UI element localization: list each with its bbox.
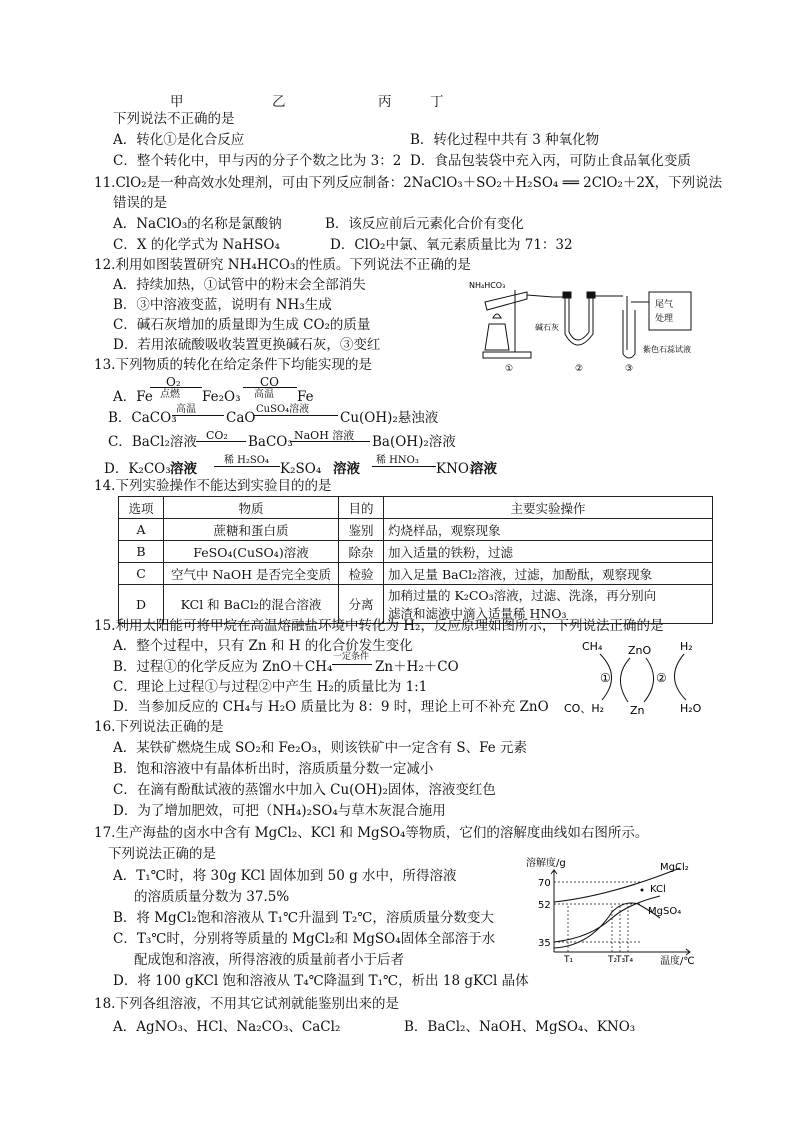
table-header-row bbox=[119, 497, 713, 519]
q15-option-b: B．过程①的化学反应为 ZnO＋CH₄ bbox=[113, 659, 333, 675]
lime-label: 碱石灰 bbox=[535, 323, 559, 332]
table-header: 目的 bbox=[339, 497, 384, 519]
table-cell: KCl 和 BaCl₂的混合溶液 bbox=[164, 585, 339, 624]
q13-a-cond2-top: CO bbox=[260, 375, 280, 389]
q17-option-a-cont: 的溶质质量分数为 37.5% bbox=[134, 889, 290, 905]
q12-stem: 12.利用如图装置研究 NH₄HCO₃的性质。下列说法不正确的是 bbox=[94, 257, 471, 273]
x-tick-label: T₂ bbox=[608, 955, 618, 965]
chart-labels bbox=[538, 862, 689, 965]
q18-option-a: A．AgNO₃、HCl、Na₂CO₃、CaCl₂ bbox=[113, 1019, 341, 1035]
chart-guides bbox=[554, 882, 642, 952]
q16-option-c: C．在滴有酚酞试液的蒸馏水中加入 Cu(OH)₂固体，溶液变红色 bbox=[113, 782, 496, 798]
arrow-zn-zno bbox=[644, 658, 654, 702]
q12-option-b: B．③中溶液变蓝，说明有 NH₃生成 bbox=[113, 297, 332, 313]
table-cell: 鉴别 bbox=[339, 519, 384, 541]
q13-b-start: B．CaCO₃ bbox=[108, 410, 177, 426]
q12-option-c: C．碱石灰增加的质量即为生成 CO₂的质量 bbox=[113, 317, 371, 333]
table-cell: 蔗糖和蛋白质 bbox=[164, 519, 339, 541]
q13-d-cond1: 稀 H₂SO₄ bbox=[224, 455, 269, 466]
q13-a-arrow1 bbox=[150, 387, 202, 388]
q13-stem: 13.下列物质的转化在给定条件下均能实现的是 bbox=[94, 357, 372, 373]
u-tube bbox=[553, 292, 623, 345]
q13-a-arrow2 bbox=[243, 387, 297, 388]
y-tick-label: 35 bbox=[538, 938, 551, 949]
table-cell-line: 加稍过量的 K₂CO₃溶液，过滤、洗涤，再分别向 bbox=[388, 588, 657, 603]
zn-label: Zn bbox=[630, 704, 645, 717]
table-cell: B bbox=[119, 541, 164, 563]
table-header: 物质 bbox=[164, 497, 339, 519]
q11-option-d: D．ClO₂中氯、氧元素质量比为 71：32 bbox=[330, 237, 573, 253]
q15-option-a: A．整个过程中，只有 Zn 和 H 的化合价发生变化 bbox=[113, 638, 413, 654]
tail-gas-box bbox=[649, 292, 691, 330]
q13-d-arrow1 bbox=[214, 466, 280, 467]
table-cell: D bbox=[119, 585, 164, 624]
q11-option-a: A．NaClO₃的名称是氯酸钠 bbox=[113, 216, 282, 232]
test-tube-1 bbox=[485, 292, 553, 310]
h2-label: H₂ bbox=[680, 640, 693, 653]
q11-option-c: C．X 的化学式为 NaHSO₄ bbox=[113, 237, 280, 253]
q17-stem: 17.生产海盐的卤水中含有 MgCl₂、KCl 和 MgSO₄等物质，它们的溶解度曲线如右图所示。 bbox=[94, 825, 649, 841]
q14-stem: 14.下列实验操作不能达到实验目的的是 bbox=[94, 478, 332, 494]
ch4-label: CH₄ bbox=[582, 640, 603, 653]
table-cell: A bbox=[119, 519, 164, 541]
table-cell: 除杂 bbox=[339, 541, 384, 563]
label-bing: 丙 bbox=[378, 94, 392, 110]
q15-option-d: D．当参加反应的 CH₄与 H₂O 质量比为 8：9 时，理论上可不补充 ZnO bbox=[113, 699, 549, 715]
num-3: ③ bbox=[625, 364, 634, 374]
q13-a-mid: Fe₂O₃ bbox=[202, 389, 241, 405]
table-cell: FeSO₄(CuSO₄)溶液 bbox=[164, 541, 339, 563]
q11-stem-cont: 错误的是 bbox=[113, 195, 167, 211]
solubility-chart bbox=[520, 856, 720, 968]
q13-d-end-sol: 溶液 bbox=[470, 461, 497, 477]
q13-d-end: KNO₃ bbox=[436, 461, 475, 477]
q15-option-c: C．理论上过程①与过程②中产生 H₂的质量比为 1:1 bbox=[113, 679, 428, 695]
label-yi: 乙 bbox=[272, 94, 286, 110]
q15-stem: 15.利用太阳能可将甲烷在高温熔融盐环境中转化为 H₂，反应原理如图所示，下列说法正确的是 bbox=[94, 618, 664, 634]
x-axis-label: 温度/℃ bbox=[660, 956, 695, 967]
q16-option-b: B．饱和溶液中有晶体析出时，溶质质量分数一定减小 bbox=[113, 761, 434, 777]
q11-option-b: B．该反应前后元素化合价有变化 bbox=[325, 216, 524, 232]
table-cell-line: 滤渣和滤液中滴入适量稀 HNO₃ bbox=[388, 606, 567, 621]
label-jia: 甲 bbox=[170, 94, 184, 110]
q13-b-cond2: CuSO₄溶液 bbox=[256, 404, 310, 415]
x-tick-label: T₄ bbox=[624, 955, 634, 965]
table-cell: 检验 bbox=[339, 563, 384, 585]
num-2: ② bbox=[575, 364, 584, 374]
tail-label-1: 尾气 bbox=[655, 300, 674, 310]
q13-b-arrow2 bbox=[254, 415, 338, 416]
q10-option-c: C．整个转化中，甲与丙的分子个数之比为 3：2 bbox=[113, 153, 402, 169]
q13-c-end: Ba(OH)₂溶液 bbox=[372, 434, 456, 450]
tail-label-2: 处理 bbox=[655, 314, 674, 324]
reagent-label: NH₄HCO₃ bbox=[469, 281, 506, 290]
q13-a-cond1-top: O₂ bbox=[166, 375, 181, 389]
process-2-label: ② bbox=[656, 671, 667, 685]
q13-d-start: D．K₂CO₃ bbox=[104, 461, 171, 477]
q13-c-cond1: CO₂ bbox=[206, 429, 228, 442]
q13-c-arrow2 bbox=[290, 441, 370, 442]
table-cell: 灼烧样品，观察现象 bbox=[384, 519, 713, 541]
table-row bbox=[119, 541, 713, 563]
q16-option-d: D．为了增加肥效，可把（NH₄)₂SO₄与草木灰混合施用 bbox=[113, 803, 446, 819]
q13-d-mid-sol: 溶液 bbox=[333, 461, 360, 477]
table-cell: 分离 bbox=[339, 585, 384, 624]
series-mgso4-line bbox=[554, 903, 660, 948]
h2o-label: H₂O bbox=[680, 702, 702, 715]
label-ding: 丁 bbox=[430, 94, 444, 110]
q18-option-b: B．BaCl₂、NaOH、MgSO₄、KNO₃ bbox=[404, 1019, 636, 1035]
q12-option-d: D．若用浓硫酸吸收装置更换碱石灰，③变红 bbox=[113, 337, 381, 353]
q13-a-cond1-bot: 点燃 bbox=[160, 389, 180, 400]
y-axis-label: 溶解度/g bbox=[526, 858, 566, 869]
apparatus-figure bbox=[465, 272, 715, 374]
q13-d-cond2: 稀 HNO₃ bbox=[376, 455, 419, 466]
q17-option-c-cont: 配成饱和溶液，所得溶液的质量前者小于后者 bbox=[134, 952, 404, 968]
q11-stem: 11.ClO₂是一种高效水处理剂，可由下列反应制备：2NaClO₃＋SO₂＋H₂SO₄ ══ 2ClO₂＋2X，下列说法 bbox=[94, 175, 723, 191]
table-cell: 加入足量 BaCl₂溶液，过滤，加酚酞，观察现象 bbox=[384, 563, 713, 585]
q13-b-arrow1 bbox=[172, 415, 224, 416]
table-row bbox=[119, 519, 713, 541]
q17-option-a: A．T₁℃时，将 30g KCl 固体加到 50 g 水中，所得溶液 bbox=[113, 868, 457, 884]
q17-option-c: C．T₃℃时，分别将等质量的 MgCl₂和 MgSO₄固体全部溶于水 bbox=[113, 931, 496, 947]
table-row bbox=[119, 563, 713, 585]
q13-c-mid: BaCO₃ bbox=[248, 434, 293, 450]
y-tick-label: 52 bbox=[538, 900, 551, 911]
q12-option-a: A．持续加热，①试管中的粉末会全部消失 bbox=[113, 277, 366, 293]
q13-a-end: Fe bbox=[297, 389, 314, 405]
table-header: 选项 bbox=[119, 497, 164, 519]
q13-b-cond1: 高温 bbox=[176, 404, 196, 415]
q10-option-b: B．转化过程中共有 3 种氧化物 bbox=[410, 132, 600, 148]
litmus-label: 紫色石蕊试液 bbox=[643, 345, 691, 354]
q13-a-cond2-bot: 高温 bbox=[254, 389, 274, 400]
q15-option-b-products: Zn＋H₂＋CO bbox=[375, 659, 459, 675]
series-label: MgCl₂ bbox=[660, 862, 689, 873]
q17-option-d: D．将 100 gKCl 饱和溶液从 T₄℃降温到 T₁℃，析出 18 gKCl 晶体 bbox=[113, 973, 529, 989]
table-cell: 加入适量的铁粉，过滤 bbox=[384, 541, 713, 563]
q16-option-a: A．某铁矿燃烧生成 SO₂和 Fe₂O₃，则该铁矿中一定含有 S、Fe 元素 bbox=[113, 740, 528, 756]
q14-table bbox=[118, 496, 713, 624]
q17-stem-cont: 下列说法正确的是 bbox=[108, 846, 216, 862]
process-1-label: ① bbox=[600, 671, 611, 685]
co-h2-label: CO、H₂ bbox=[564, 702, 605, 715]
q13-a-start: A．Fe bbox=[113, 389, 153, 405]
table-header: 主要实验操作 bbox=[384, 497, 713, 519]
table-cell: 空气中 NaOH 是否完全变质 bbox=[164, 563, 339, 585]
q13-b-mid: CaO bbox=[226, 410, 256, 426]
q16-stem: 16.下列说法正确的是 bbox=[94, 719, 224, 735]
q17-option-b: B．将 MgCl₂饱和溶液从 T₁℃升温到 T₂℃，溶质质量分数变大 bbox=[113, 910, 494, 926]
q13-c-arrow1 bbox=[196, 441, 246, 442]
q13-c-start: C．BaCl₂溶液 bbox=[108, 434, 197, 450]
q10-option-a: A．转化①是化合反应 bbox=[113, 132, 245, 148]
series-label: KCl bbox=[650, 884, 666, 895]
kcl-marker bbox=[641, 889, 644, 892]
y-tick-label: 70 bbox=[538, 878, 551, 889]
arrow-h2o bbox=[674, 654, 686, 700]
q13-b-end: Cu(OH)₂悬浊液 bbox=[340, 410, 439, 426]
arrow-zno-zn bbox=[620, 658, 630, 702]
series-label: MgSO₄ bbox=[648, 906, 682, 917]
q15-b-equals bbox=[332, 664, 372, 665]
num-1: ① bbox=[505, 364, 514, 374]
q18-stem: 18.下列各组溶液，不用其它试剂就能鉴别出来的是 bbox=[94, 996, 399, 1012]
x-tick-label: T₃ bbox=[616, 955, 626, 965]
q15-cycle-figure bbox=[560, 636, 720, 718]
q13-c-cond2: NaOH 溶液 bbox=[294, 429, 355, 442]
table-cell: C bbox=[119, 563, 164, 585]
q13-d-mid: K₂SO₄ bbox=[280, 461, 322, 477]
q10-option-d: D．食品包装袋中充入丙，可防止食品氧化变质 bbox=[410, 153, 691, 169]
q15-b-condition: 一定条件 bbox=[333, 652, 370, 662]
q13-d-arrow2 bbox=[372, 466, 436, 467]
q10-stem: 下列说法不正确的是 bbox=[113, 111, 235, 127]
q13-d-start-sol: 溶液 bbox=[170, 461, 197, 477]
zno-label: ZnO bbox=[628, 644, 652, 657]
x-tick-label: T₁ bbox=[564, 955, 574, 965]
